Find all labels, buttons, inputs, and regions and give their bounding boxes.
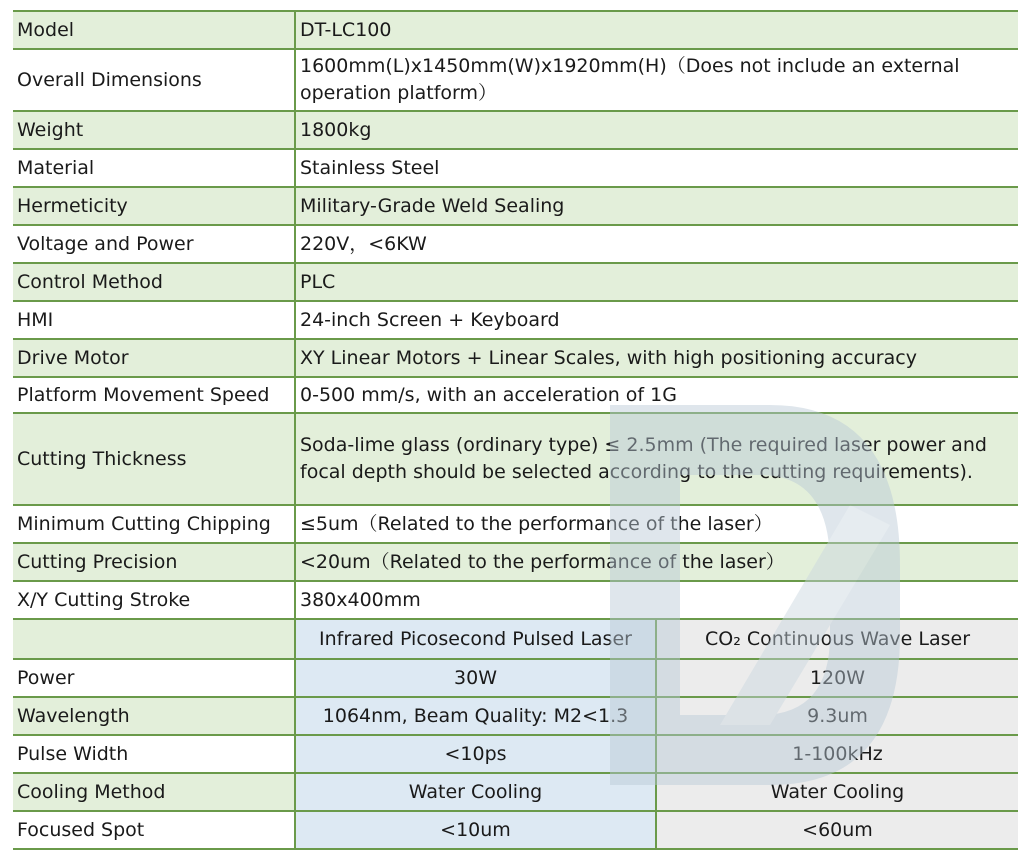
spec-table xyxy=(13,10,1018,850)
row-value: <20um（Related to the performance of the laser） xyxy=(295,543,1018,581)
row-value: 1600mm(L)x1450mm(W)x1920mm(H)（Does not include an external operation platform） xyxy=(295,49,1018,111)
spec-row-material xyxy=(13,149,1018,187)
ir-value: 1064nm, Beam Quality: M2<1.3 xyxy=(295,697,656,735)
row-label: Weight xyxy=(13,111,295,149)
row-value: 220V，<6KW xyxy=(295,225,1018,263)
row-value: PLC xyxy=(295,263,1018,301)
row-label: X/Y Cutting Stroke xyxy=(13,581,295,619)
laser-row-cooling xyxy=(13,773,1018,811)
spec-row-dimensions xyxy=(13,49,1018,111)
row-label: Wavelength xyxy=(13,697,295,735)
row-label: Overall Dimensions xyxy=(13,49,295,111)
spec-row-control xyxy=(13,263,1018,301)
row-label: Focused Spot xyxy=(13,811,295,849)
laser-header-co2: CO₂ Continuous Wave Laser xyxy=(656,619,1018,659)
spec-row-hmi xyxy=(13,301,1018,339)
row-label: Cutting Thickness xyxy=(13,413,295,505)
co2-value: Water Cooling xyxy=(656,773,1018,811)
row-value: Soda-lime glass (ordinary type) ≤ 2.5mm (The required laser power and focal depth should be selected according to the cutting requirements). xyxy=(295,413,1018,505)
row-value: Stainless Steel xyxy=(295,149,1018,187)
ir-value: 30W xyxy=(295,659,656,697)
co2-value: 120W xyxy=(656,659,1018,697)
row-label: Model xyxy=(13,11,295,49)
ir-value: <10ps xyxy=(295,735,656,773)
row-label: Material xyxy=(13,149,295,187)
laser-header-blank xyxy=(13,619,295,659)
row-label: Voltage and Power xyxy=(13,225,295,263)
spec-row-weight xyxy=(13,111,1018,149)
spec-row-model xyxy=(13,11,1018,49)
row-label: HMI xyxy=(13,301,295,339)
co2-value: 9.3um xyxy=(656,697,1018,735)
row-label: Power xyxy=(13,659,295,697)
co2-value: <60um xyxy=(656,811,1018,849)
laser-row-focused-spot xyxy=(13,811,1018,849)
spec-row-thickness xyxy=(13,413,1018,505)
row-label: Pulse Width xyxy=(13,735,295,773)
laser-header-row xyxy=(13,619,1018,659)
spec-row-speed xyxy=(13,377,1018,413)
ir-value: <10um xyxy=(295,811,656,849)
row-label: Control Method xyxy=(13,263,295,301)
spec-row-precision xyxy=(13,543,1018,581)
row-value: DT-LC100 xyxy=(295,11,1018,49)
laser-row-power xyxy=(13,659,1018,697)
row-value: Military-Grade Weld Sealing xyxy=(295,187,1018,225)
row-label: Minimum Cutting Chipping xyxy=(13,505,295,543)
row-value: XY Linear Motors + Linear Scales, with high positioning accuracy xyxy=(295,339,1018,377)
row-label: Cutting Precision xyxy=(13,543,295,581)
row-value: 24-inch Screen + Keyboard xyxy=(295,301,1018,339)
co2-value: 1-100kHz xyxy=(656,735,1018,773)
spec-row-stroke xyxy=(13,581,1018,619)
row-label: Platform Movement Speed xyxy=(13,377,295,413)
row-value: 0-500 mm/s, with an acceleration of 1G xyxy=(295,377,1018,413)
spec-row-voltage xyxy=(13,225,1018,263)
laser-row-pulse-width xyxy=(13,735,1018,773)
spec-row-hermeticity xyxy=(13,187,1018,225)
spec-row-drive-motor xyxy=(13,339,1018,377)
row-label: Cooling Method xyxy=(13,773,295,811)
row-value: ≤5um（Related to the performance of the laser） xyxy=(295,505,1018,543)
row-label: Hermeticity xyxy=(13,187,295,225)
spec-row-chipping xyxy=(13,505,1018,543)
ir-value: Water Cooling xyxy=(295,773,656,811)
spec-sheet xyxy=(13,10,1018,850)
row-value: 380x400mm xyxy=(295,581,1018,619)
row-value: 1800kg xyxy=(295,111,1018,149)
laser-row-wavelength xyxy=(13,697,1018,735)
laser-header-ir: Infrared Picosecond Pulsed Laser xyxy=(295,619,656,659)
row-label: Drive Motor xyxy=(13,339,295,377)
